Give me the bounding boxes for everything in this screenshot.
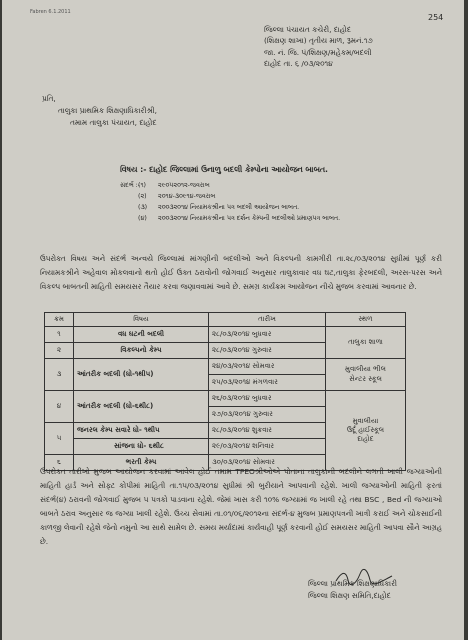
office-address [264, 24, 454, 70]
subject-line: વિષય :- દાહોદ જિલ્લામાં ઉનાળુ બદલી કેમ્પોના આયોજન બાબત. [120, 165, 328, 174]
recipient-line: તાલુકા પ્રાથમિક શિક્ષણાધિકારીશ્રી, [58, 105, 157, 115]
form-reference: Fabren 6.1.2011 [30, 9, 71, 15]
header-topic: વિષય [74, 313, 209, 327]
office-line: જિલ્લા પંચાયત કચેરી, દાહોદ [264, 25, 352, 34]
recipient-line: તમામ તાલુકા પંચાયત, દાહોદ [70, 117, 157, 127]
page-number: 254 [428, 13, 444, 22]
reference-row: સંદર્ભ :- (૧) ૨૯૦૫૨૦૧૨-જવરાબ [120, 180, 340, 191]
table-row: ૬ ભરતી કેમ્પ ૩૦/૦૩/૨૦૧૪ સોમવાર [45, 455, 406, 471]
body-paragraph-2: ઉપરોક્ત તારીખો મુજબ આયોજન કરવામાં આવેલ હોઈ તમામ TPEOશ્રીઓએ પોતાના તાલુકાની બદલીને લગતી ખાલી જગ્યાઓની માહિતી હાર્ડ અને સોફ્ટ કોપીમાં માહિતી તા.૧૫/૦૩/૨૦૧૪ સુધીમાં શ્રી બુરીયાને આપવાની રહેશે. ખાલી જગ્યાઓની માહિતી ફરતાં સંદર્ભ(૪) ઠરાવની જોગવાઈ મુજબ ૫ પત્રકો પાડવાના રહેશે. જેમાં ખાસ કરી ૧૦% જગ્યામાં જ ખાલી રહે તથા BSC , Bed ની જગ્યાઓ બાબતે ઠરાવ અનુસાર જ જગ્યા ખાલી રહેશે. ઉચ્ચ સેવામાં તા.૦૧/૦૬/૨૦૧૨ના સંદર્ભ-૪ મુજબ પ્રમાણપત્રની ખાત્રી કરાઈ અને ચોકસાઈની કાળજી લેવાની રહેશે જેનો નમુનો આ સાથે સામેલ છે. સમય મર્યાદામાં કાર્યવાહી પૂર્ણ કરવાની હોઈ સમયસર માહિતી આપવા સૌને આગ્રહ છે. [40, 467, 442, 547]
table-row: સાંજના ધો- ૬થી૮ ૨૯/૦૩/૨૦૧૪ શનિવાર [45, 439, 406, 455]
signatory-title: જિલ્લા પ્રાથમિક શિક્ષણાધિકારી [308, 579, 398, 588]
header-num: ક્રમ [45, 313, 74, 327]
place-hall-2: મુવાલીયા ઉર્દૂ હાઈસ્કૂલ દાહોદ [326, 391, 406, 471]
office-line: જા. નં. જિ. પં/શિક્ષણ/મહેકમ/બદલી [264, 47, 372, 57]
table-row: ૫ જનરલ કેમ્પ સવારે ધો- ૧થી૫ ૨૮/૦૩/૨૦૧૪ શુક્રવાર [45, 423, 406, 439]
header-place: સ્થળ [326, 313, 406, 327]
signatory-office: જિલ્લા શિક્ષણ સમિતિ,દાહોદ [308, 590, 391, 600]
letter-date: દાહોદ તા. ૬ /૦૩/૨૦૧૪ [264, 59, 333, 69]
reference-row: (૩) ૨૦૦૩૨૦૧૪ નિયામકશ્રીના પત્ર બદલી આયોજન બાબત. [138, 204, 300, 212]
place-taluka: તાલુકા શાળા [326, 327, 406, 359]
table-header-row [45, 313, 406, 327]
table-row: ૨ વિકલ્પનો કેમ્પ ૨૮/૦૩/૨૦૧૪ ગુરુવાર [45, 343, 406, 359]
reference-row: (૨) ૨૦૧૪-૩૦૯૧૪-જવરાબ [138, 193, 216, 201]
table-row: ૨૫/૦૩/૨૦૧૪ મંગળવાર [45, 375, 406, 391]
body-paragraph-1: ઉપરોક્ત વિષય અને સંદર્ભ અન્વયે જિલ્લામાં માંગણીની બદલીઓ અને વિકલ્પની કામગીરી તા.૨૮/૦૩/૨૦૧૪ સુધીમાં પૂર્ણ કરી નિયામકશ્રીને અહેવાલ મોકલવાનો થતો હોઈ ઉક્ત ઠરાવોની જોગવાઈ અનુસાર તાલુકાવાર વધ ઘટ,તાલુકા ફેરબદલી, અરસ-પરસ અને વિકલ્પ બાબતની માહિતી સમયસર તૈયાર કરવા જણાવવામાં આવે છે. સમગ્ર કાર્યક્રમ આયોજન નીચે મુજબ કરવામાં આવનાર છે. [40, 254, 442, 292]
signature-block [308, 578, 448, 602]
recipient-prefix: પ્રતિ, [42, 94, 56, 103]
schedule-table [44, 312, 406, 471]
reference-row: (૪) ૨૦૦૩૨૦૧૪ નિયામકશ્રીના પત્ર દર્શન કેમ્પની બદલીઓ પ્રમાણપત્ર બાબત. [138, 215, 341, 223]
place-hall-1: મુવાલીયા ભીલ સેન્ટર સ્કૂલ [326, 359, 406, 391]
header-date: તારીખ [209, 313, 326, 327]
letter-page [2, 0, 464, 640]
references [120, 180, 340, 224]
reference-label: સંદર્ભ :- [120, 182, 141, 189]
signature-mark [334, 568, 394, 586]
recipient-block [42, 93, 157, 129]
table-row: ૩ આંતરીક બદલી (ધો-૧થી૫) ૨૪/૦૩/૨૦૧૪ સોમવાર મુવાલીયા ભીલ સેન્ટર સ્કૂલ [45, 359, 406, 375]
table-row: ૪ આંતરીક બદલી (ધો-૬થી૮) ૨૬/૦૩/૨૦૧૪ બુધવાર મુવાલીયા ઉર્દૂ હાઈસ્કૂલ દાહોદ [45, 391, 406, 407]
table-row: ૧ વધ ઘટની બદલી ૨૮/૦૩/૨૦૧૪ બુધવાર તાલુકા શાળા [45, 327, 406, 343]
table-row: ૨૭/૦૩/૨૦૧૪ ગુરુવાર [45, 407, 406, 423]
office-line: (શિક્ષણ શાખા) તૃતીય માળ, રૂમનં.૧૭ [264, 36, 373, 46]
